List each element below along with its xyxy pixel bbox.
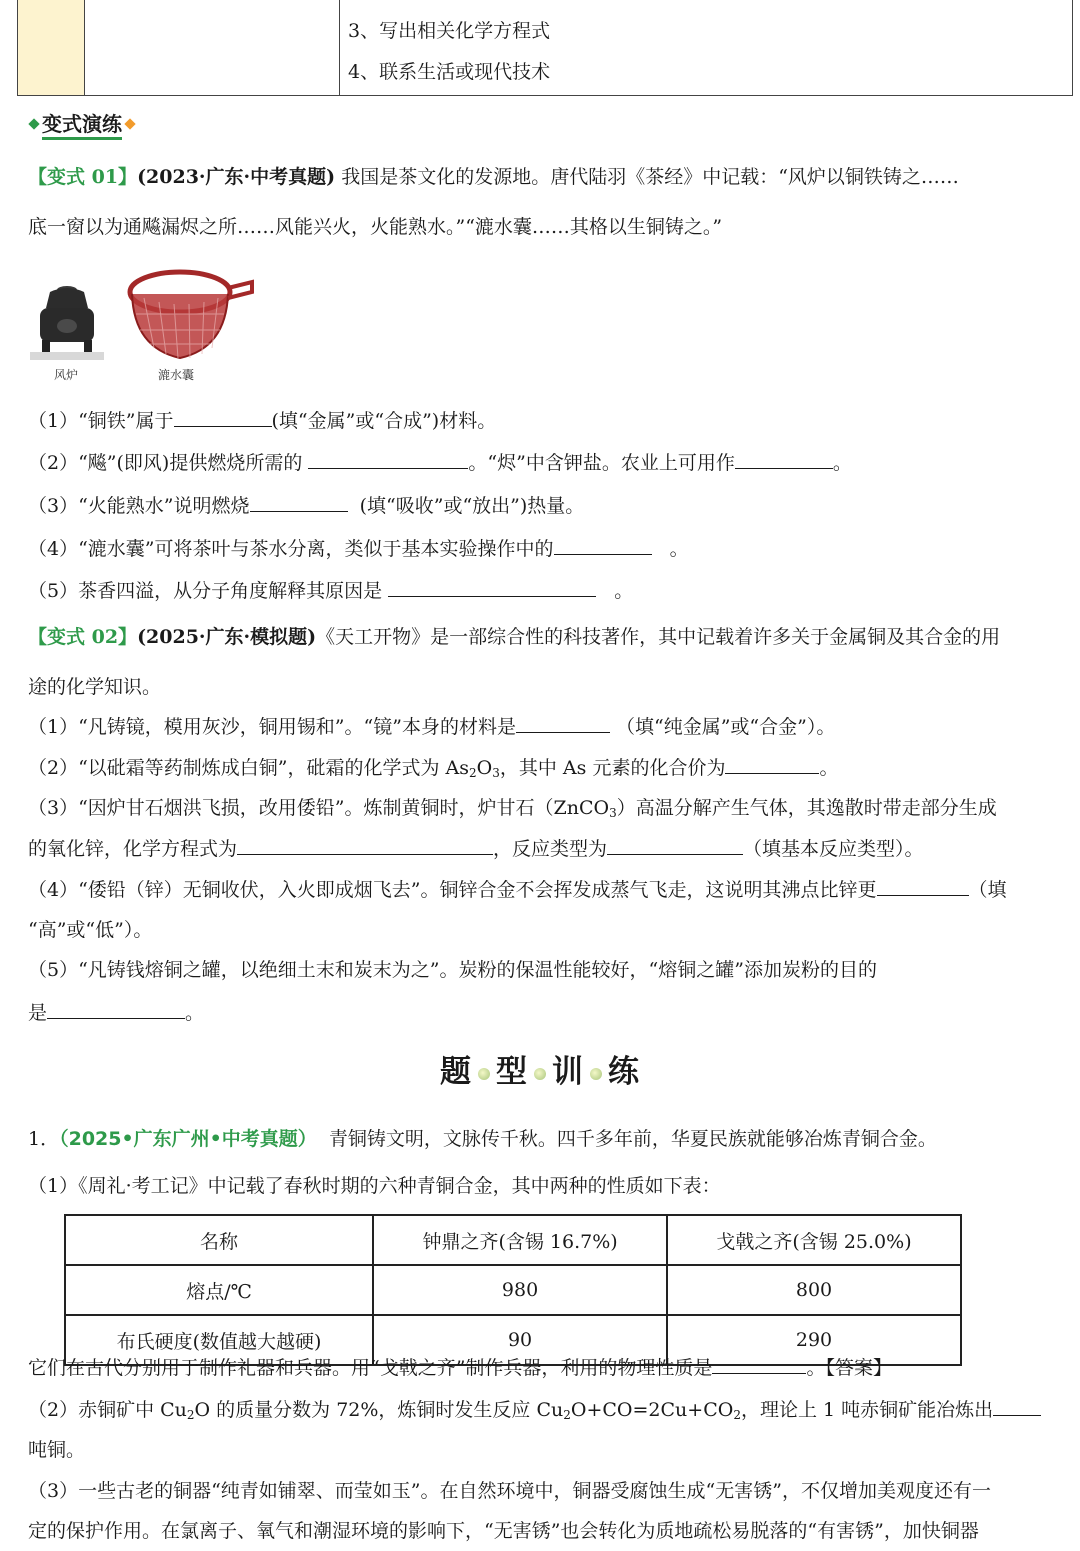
section-heading [0,1046,1080,1091]
variant1-q1 [28,408,496,433]
problem1-q1: （1）《周礼·考工记》中记载了春秋时期的六种青铜合金，其中两种的性质如下表： [28,1175,721,1197]
table-header-cell: 戈戟之齐(含锡 25.0%) [667,1215,961,1265]
section-label-text: 变式演练 [42,112,122,140]
answer-blank[interactable] [735,450,833,469]
v2-q4-text: （4）“倭铅（锌）无铜收伏，入火即成烟飞去”。铜锌合金不会挥发成蒸气飞走，这说明其沸点比锌更 [28,879,877,901]
v2-q2-o: O [476,757,493,779]
table-cell: 800 [667,1265,961,1315]
answer-blank[interactable] [725,755,819,774]
variant2-q5: （5）“凡铸钱熔铜之罐，以绝细土末和炭末为之”。炭粉的保温性能较好，“熔铜之罐”添加炭粉的目的 [28,959,877,981]
variant2-q5-line2 [28,1000,204,1025]
table-header-cell: 钟鼎之齐(含锡 16.7%) [373,1215,667,1265]
variant2-q4 [28,877,1007,902]
v1-q2-text: （2）“飚”(即风)提供燃烧所需的 [28,452,303,474]
subscript: 2 [733,1408,741,1422]
answer-blank[interactable] [554,536,652,555]
variant1-tag: 【变式 01】 [28,166,138,188]
v1-q5-text: （5）茶香四溢，从分子角度解释其原因是 [28,580,383,602]
table-cell: 290 [667,1315,961,1365]
v1-q4-end: 。 [669,538,689,560]
bullet-dot-icon [590,1068,602,1080]
answer-blank[interactable] [516,714,610,733]
heading-char: 型 [496,1054,528,1090]
v1-q3-hint: (填“吸收”或“放出”)热量。 [359,495,585,517]
v1-q2-end: 。 [832,452,852,474]
v1-q1-text: （1）“铜铁”属于 [28,410,174,432]
heading-char: 训 [552,1054,584,1090]
bullet-dot-icon [534,1068,546,1080]
v1-q4-text: （4）“漉水囊”可将茶叶与茶水分离，类似于基本实验操作中的 [28,538,554,560]
v2-q1-text: （1）“凡铸镜，模用灰沙，铜用锡和”。“镜”本身的材料是 [28,716,516,738]
problem1-q3-line2: 定的保护作用。在氯离子、氧气和潮湿环境的影响下，“无害锈”也会转化为质地疏松易脱落的“有害锈”，加快铜器 [28,1520,979,1542]
v1-q1-hint: (填“金属”或“合成”)材料。 [271,410,497,432]
v1-q3-text: （3）“火能熟水”说明燃烧 [28,495,250,517]
variant2-q2 [28,755,838,780]
v2-q5-text2: 是 [28,1002,48,1024]
variant2-text1: 《天工开物》是一部综合性的科技著作，其中记载着许多关于金属铜及其合金的用 [316,626,1001,648]
filter-bag-image [124,268,256,364]
heading-char: 题 [440,1054,472,1090]
variant1-q5 [28,578,633,603]
green-diamond-icon [28,118,39,129]
p1-after-text: 它们在古代分别用于制作礼器和兵器。用“戈戟之齐”制作兵器，利用的物理性质是 [28,1357,713,1379]
problem1-q2-line2: 吨铜。 [28,1439,86,1461]
table-header-cell: 名称 [65,1215,373,1265]
variant1-source: (2023·广东·中考真题) [137,166,336,188]
answer-blank[interactable] [388,578,596,597]
v2-q3-text: （3）“因炉甘石烟洪飞损，改用倭铅”。炼制黄铜时，炉甘石（ZnCO [28,797,610,819]
answer-blank[interactable] [47,1000,185,1019]
variant2-q3 [28,796,997,820]
v1-q5-end: 。 [614,580,634,602]
answer-blank[interactable] [712,1355,806,1374]
v2-q1-hint: （填“纯金属”或“合金”）。 [616,716,836,738]
variant2-source: (2025·广东·模拟题) [137,626,317,648]
answer-blank[interactable] [993,1397,1041,1416]
subscript: 2 [563,1408,571,1422]
v2-q3-hint: （填基本反应类型）。 [743,838,924,860]
variant2-tag: 【变式 02】 [28,626,138,648]
variant2-q4-hint: “高”或“低”）。 [28,919,153,941]
problem1-intro [28,1127,937,1151]
caption-filter-bag: 漉水囊 [158,368,195,382]
caption-wind-stove: 风炉 [54,368,79,382]
p1-q2-text2: O 的质量分数为 72%，炼铜时发生反应 Cu [194,1399,564,1421]
subscript: 3 [492,766,500,780]
top-table-cell-empty [85,0,340,95]
variant2-q3-line2 [28,836,924,861]
alloy-properties-table [64,1214,962,1366]
variant1-q2 [28,450,852,475]
section-label [28,108,136,137]
answer-blank[interactable] [250,493,348,512]
problem1-q2 [28,1397,1041,1422]
answer-blank[interactable] [237,836,493,855]
subscript: 2 [186,1408,195,1422]
table-header-row [65,1215,961,1265]
variant1-q4 [28,536,689,561]
answer-blank[interactable] [308,450,468,469]
variant1-q3 [28,493,584,518]
answer-blank[interactable] [607,836,743,855]
top-table-row3: 3、写出相关化学方程式 [348,20,551,42]
v2-q3-text3: 的氧化锌，化学方程式为 [28,838,238,860]
table-row [65,1265,961,1315]
v2-q2-text2: ，其中 As 元素的化合价为 [499,757,726,779]
v2-q4-hint: （填 [968,879,1007,901]
variant1-text2: 底一窗以为通飚漏烬之所……风能兴火，火能熟水。”“漉水囊……其格以生铜铸之。” [28,216,723,238]
table-cell: 熔点/℃ [65,1265,373,1315]
top-table-cell-shaded [18,0,85,95]
top-table-row4: 4、联系生活或现代技术 [348,61,551,83]
problem1-number: 1． [28,1128,60,1150]
variant1-text1: 我国是茶文化的发源地。唐代陆羽《茶经》中记载：“风炉以铜铁铸之…… [341,166,959,188]
variant2-q1 [28,714,835,739]
p1-q2-text: （2）赤铜矿中 Cu [28,1399,187,1421]
problem1-source: （2025•广东广州•中考真题） [59,1128,317,1150]
p1-q2-text3: ，理论上 1 吨赤铜矿能冶炼出 [740,1399,994,1421]
table-cell: 布氏硬度(数值越大越硬) [65,1315,373,1365]
problem1-q3: （3）一些古老的铜器“纯青如铺翠、而莹如玉”。在自然环境中，铜器受腐蚀生成“无害锈”，不仅增加美观度还有一 [28,1480,991,1502]
v1-q2-text2: 。“烬”中含钾盐。农业上可用作 [468,452,735,474]
wind-stove-image [30,278,104,360]
problem1-text: 青铜铸文明，文脉传千秋。四千多年前，华夏民族就能够冶炼青铜合金。 [328,1128,937,1150]
variant1-intro [28,165,959,189]
variant2-text2: 途的化学知识。 [28,676,162,698]
table-cell: 90 [373,1315,667,1365]
subscript: 3 [609,806,617,820]
answer-blank[interactable] [174,408,272,427]
p1-q2-equation: O+CO=2Cu+CO [570,1399,734,1421]
variant2-intro [28,625,1000,649]
bullet-dot-icon [478,1068,490,1080]
v2-q5-end: 。 [185,1002,205,1024]
p1-answer-label: 。【答案】 [806,1357,892,1379]
subscript: 2 [469,766,477,780]
v2-q3-text4: ，反应类型为 [493,838,608,860]
heading-char: 练 [608,1054,640,1090]
v2-q2-text: （2）“以砒霜等药制炼成白铜”，砒霜的化学式为 As [28,757,470,779]
problem1-after-table [28,1355,892,1380]
v2-q3-text2: ）高温分解产生气体，其逸散时带走部分生成 [616,797,997,819]
orange-diamond-icon [124,118,135,129]
answer-blank[interactable] [877,877,969,896]
table-cell: 980 [373,1265,667,1315]
v2-q2-end: 。 [819,757,839,779]
